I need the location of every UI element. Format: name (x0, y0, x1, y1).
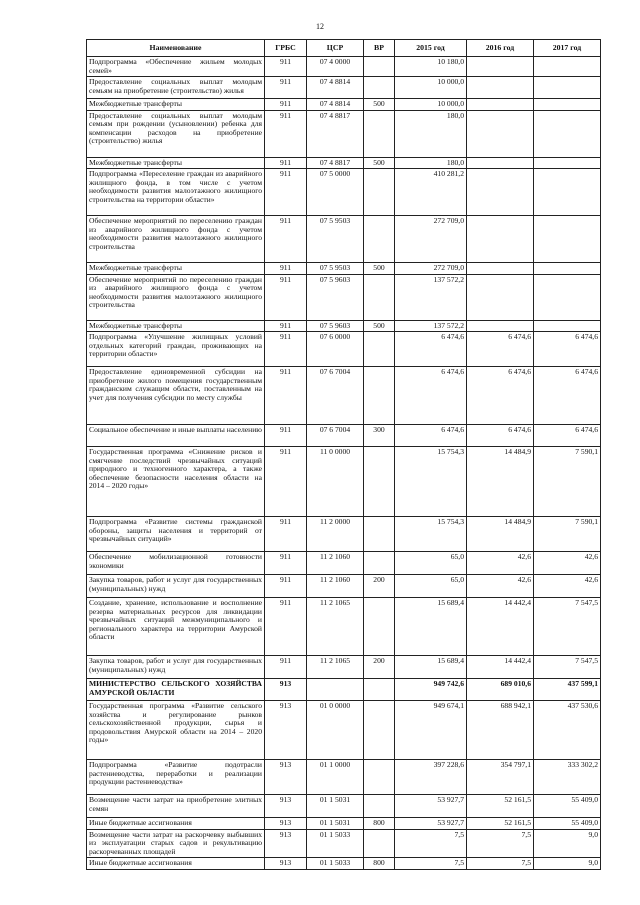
cell-csr: 07 5 9603 (307, 274, 364, 320)
cell-csr: 11 2 0000 (307, 517, 364, 552)
cell-name: Создание, хранение, использование и восполнение резерва материальных ресурсов для ликвидации чрезвычайных ситуаций межмуниципального и регионального характера на территории Амурской области (87, 598, 265, 656)
cell-y2017: 6 474,6 (534, 367, 601, 425)
cell-y2017: 437 530,6 (534, 701, 601, 760)
cell-y2017: 7 590,1 (534, 447, 601, 517)
cell-csr: 07 4 8814 (307, 99, 364, 111)
cell-name: Предоставление социальных выплат молодым семьям на приобретение (строительство) жилья (87, 77, 265, 99)
cell-csr: 07 6 7004 (307, 425, 364, 447)
cell-vr: 500 (364, 99, 395, 111)
table-row (87, 598, 601, 656)
cell-y2017 (534, 320, 601, 332)
table-row (87, 552, 601, 575)
cell-csr: 07 6 7004 (307, 367, 364, 425)
cell-grbs: 911 (265, 332, 307, 367)
cell-y2016: 6 474,6 (467, 332, 534, 367)
cell-vr (364, 679, 395, 701)
cell-y2017: 7 547,5 (534, 656, 601, 679)
table-row (87, 425, 601, 447)
cell-grbs: 911 (265, 169, 307, 216)
cell-name: Закупка товаров, работ и услуг для государственных (муниципальных) нужд (87, 575, 265, 598)
cell-name: Подпрограмма «Развитие системы гражданской обороны, защиты населения и территорий от чрезвычайных ситуаций» (87, 517, 265, 552)
cell-y2015: 15 689,4 (395, 656, 467, 679)
cell-vr: 800 (364, 818, 395, 830)
cell-y2016 (467, 169, 534, 216)
cell-y2016: 14 484,9 (467, 517, 534, 552)
cell-y2015: 6 474,6 (395, 425, 467, 447)
column-header-csr: ЦСР (307, 40, 364, 57)
cell-y2017: 6 474,6 (534, 332, 601, 367)
cell-y2016: 688 942,1 (467, 701, 534, 760)
cell-vr (364, 110, 395, 157)
cell-y2017: 437 599,1 (534, 679, 601, 701)
cell-y2017 (534, 110, 601, 157)
cell-vr (364, 169, 395, 216)
cell-grbs: 913 (265, 760, 307, 795)
cell-vr: 500 (364, 157, 395, 169)
cell-y2015: 272 709,0 (395, 216, 467, 263)
cell-csr: 07 5 9503 (307, 263, 364, 275)
cell-grbs: 911 (265, 367, 307, 425)
cell-name: Межбюджетные трансферты (87, 263, 265, 275)
cell-name: Подпрограмма «Развитие подотрасли растениеводства, переработки и реализации продукции растениеводства» (87, 760, 265, 795)
cell-y2015: 15 689,4 (395, 598, 467, 656)
cell-y2016: 42,6 (467, 552, 534, 575)
cell-grbs: 911 (265, 552, 307, 575)
cell-vr: 500 (364, 320, 395, 332)
cell-csr: 01 1 5033 (307, 829, 364, 858)
cell-y2015: 65,0 (395, 575, 467, 598)
table-row (87, 216, 601, 263)
cell-y2016 (467, 157, 534, 169)
cell-csr: 11 2 1065 (307, 598, 364, 656)
cell-vr (364, 216, 395, 263)
cell-y2017: 7 590,1 (534, 517, 601, 552)
cell-y2017: 333 302,2 (534, 760, 601, 795)
cell-y2015: 10 000,0 (395, 77, 467, 99)
cell-y2016 (467, 110, 534, 157)
cell-name: МИНИСТЕРСТВО СЕЛЬСКОГО ХОЗЯЙСТВА АМУРСКОЙ ОБЛАСТИ (87, 679, 265, 701)
cell-y2017: 55 409,0 (534, 818, 601, 830)
cell-y2015: 7,5 (395, 829, 467, 858)
cell-grbs: 911 (265, 320, 307, 332)
cell-csr: 07 5 9603 (307, 320, 364, 332)
cell-y2015: 15 754,3 (395, 447, 467, 517)
cell-y2015: 137 572,2 (395, 320, 467, 332)
cell-y2017: 6 474,6 (534, 425, 601, 447)
cell-y2016: 7,5 (467, 858, 534, 870)
cell-name: Обеспечение мероприятий по переселению граждан из аварийного жилищного фонда с учетом необходимости развития малоэтажного жилищного строительства (87, 274, 265, 320)
cell-y2017 (534, 274, 601, 320)
cell-grbs: 911 (265, 447, 307, 517)
cell-grbs: 913 (265, 679, 307, 701)
cell-y2017 (534, 77, 601, 99)
cell-vr: 200 (364, 656, 395, 679)
table-body (87, 57, 601, 870)
table-row (87, 760, 601, 795)
cell-name: Предоставление единовременной субсидии на приобретение жилого помещения государственным гражданским служащим области, поставленным на учет для получения субсидии по месту службы (87, 367, 265, 425)
cell-vr (364, 274, 395, 320)
cell-vr (364, 760, 395, 795)
cell-vr: 500 (364, 263, 395, 275)
cell-grbs: 911 (265, 99, 307, 111)
cell-grbs: 911 (265, 77, 307, 99)
budget-table (86, 39, 601, 870)
table-row (87, 656, 601, 679)
cell-csr (307, 679, 364, 701)
cell-y2015: 53 927,7 (395, 795, 467, 818)
cell-vr (364, 447, 395, 517)
cell-y2016: 52 161,5 (467, 818, 534, 830)
cell-y2016: 354 797,1 (467, 760, 534, 795)
cell-y2015: 10 000,0 (395, 99, 467, 111)
cell-y2017 (534, 216, 601, 263)
table-row (87, 701, 601, 760)
table-row (87, 795, 601, 818)
cell-y2016: 14 442,4 (467, 598, 534, 656)
cell-y2016 (467, 57, 534, 77)
cell-vr (364, 829, 395, 858)
table-row (87, 274, 601, 320)
cell-grbs: 913 (265, 858, 307, 870)
column-header-2017: 2017 год (534, 40, 601, 57)
cell-y2017: 42,6 (534, 575, 601, 598)
cell-y2015: 6 474,6 (395, 367, 467, 425)
cell-grbs: 913 (265, 818, 307, 830)
column-header-2016: 2016 год (467, 40, 534, 57)
cell-grbs: 911 (265, 575, 307, 598)
cell-y2017: 55 409,0 (534, 795, 601, 818)
cell-grbs: 913 (265, 829, 307, 858)
table-header-row (87, 40, 601, 57)
cell-name: Возмещение части затрат на раскорчевку выбывших из эксплуатации старых садов и рекультивацию раскорчеванных площадей (87, 829, 265, 858)
cell-name: Подпрограмма «Обеспечение жильем молодых семей» (87, 57, 265, 77)
cell-y2016: 7,5 (467, 829, 534, 858)
table-row (87, 263, 601, 275)
cell-grbs: 911 (265, 517, 307, 552)
cell-grbs: 911 (265, 216, 307, 263)
cell-vr (364, 701, 395, 760)
cell-grbs: 911 (265, 157, 307, 169)
cell-y2015: 7,5 (395, 858, 467, 870)
cell-vr (364, 598, 395, 656)
cell-y2015: 137 572,2 (395, 274, 467, 320)
cell-grbs: 913 (265, 701, 307, 760)
cell-csr: 01 0 0000 (307, 701, 364, 760)
cell-csr: 01 1 5031 (307, 818, 364, 830)
cell-name: Иные бюджетные ассигнования (87, 858, 265, 870)
column-header-name: Наименование (87, 40, 265, 57)
table-row (87, 332, 601, 367)
cell-y2017 (534, 57, 601, 77)
cell-name: Иные бюджетные ассигнования (87, 818, 265, 830)
cell-y2016 (467, 99, 534, 111)
cell-y2017 (534, 157, 601, 169)
table-row (87, 517, 601, 552)
column-header-grbs: ГРБС (265, 40, 307, 57)
cell-csr: 11 2 1060 (307, 552, 364, 575)
cell-grbs: 911 (265, 598, 307, 656)
cell-y2016 (467, 274, 534, 320)
cell-y2015: 397 228,6 (395, 760, 467, 795)
table-row (87, 320, 601, 332)
cell-vr: 200 (364, 575, 395, 598)
column-header-2015: 2015 год (395, 40, 467, 57)
cell-vr (364, 517, 395, 552)
cell-y2016: 14 442,4 (467, 656, 534, 679)
cell-vr (364, 332, 395, 367)
cell-csr: 01 1 0000 (307, 760, 364, 795)
page-number: 12 (316, 22, 324, 31)
cell-grbs: 913 (265, 795, 307, 818)
cell-vr (364, 57, 395, 77)
cell-csr: 11 0 0000 (307, 447, 364, 517)
cell-name: Обеспечение мероприятий по переселению граждан из аварийного жилищного фонда с учетом необходимости развития малоэтажного жилищного строительства (87, 216, 265, 263)
cell-name: Государственная программа «Развитие сельского хозяйства и регулирование рынков сельскохозяйственной продукции, сырья и продовольствия Амурской области на 2014 – 2020 годы» (87, 701, 265, 760)
column-header-vr: ВР (364, 40, 395, 57)
cell-y2016: 6 474,6 (467, 425, 534, 447)
cell-y2017 (534, 169, 601, 216)
cell-name: Подпрограмма «Переселение граждан из аварийного жилищного фонда, в том числе с учетом необходимости развития малоэтажного жилищного строительства на территории области» (87, 169, 265, 216)
table-row (87, 77, 601, 99)
cell-grbs: 911 (265, 57, 307, 77)
cell-y2016: 14 484,9 (467, 447, 534, 517)
table-row (87, 679, 601, 701)
cell-csr: 07 4 8814 (307, 77, 364, 99)
table-row (87, 157, 601, 169)
cell-vr (364, 367, 395, 425)
cell-y2015: 6 474,6 (395, 332, 467, 367)
cell-vr: 800 (364, 858, 395, 870)
cell-name: Предоставление социальных выплат молодым семьям при рождении (усыновлении) ребенка для компенсации расходов на приобретение (строительство) жилья (87, 110, 265, 157)
cell-csr: 01 1 5031 (307, 795, 364, 818)
cell-csr: 07 4 8817 (307, 157, 364, 169)
cell-y2015: 10 180,0 (395, 57, 467, 77)
cell-name: Межбюджетные трансферты (87, 320, 265, 332)
cell-y2017 (534, 99, 601, 111)
cell-grbs: 911 (265, 425, 307, 447)
table-row (87, 575, 601, 598)
cell-name: Социальное обеспечение и иные выплаты населению (87, 425, 265, 447)
cell-y2015: 410 281,2 (395, 169, 467, 216)
cell-y2015: 949 742,6 (395, 679, 467, 701)
table-row (87, 447, 601, 517)
table-row (87, 858, 601, 870)
cell-name: Межбюджетные трансферты (87, 99, 265, 111)
cell-y2016 (467, 263, 534, 275)
cell-csr: 11 2 1060 (307, 575, 364, 598)
cell-y2015: 65,0 (395, 552, 467, 575)
cell-csr: 11 2 1065 (307, 656, 364, 679)
cell-y2016: 42,6 (467, 575, 534, 598)
cell-csr: 07 4 0000 (307, 57, 364, 77)
cell-y2016: 52 161,5 (467, 795, 534, 818)
cell-y2015: 53 927,7 (395, 818, 467, 830)
cell-y2016 (467, 216, 534, 263)
cell-y2016 (467, 320, 534, 332)
table-row (87, 367, 601, 425)
table-row (87, 169, 601, 216)
cell-vr (364, 77, 395, 99)
table-row (87, 99, 601, 111)
cell-vr (364, 795, 395, 818)
cell-y2016: 689 010,6 (467, 679, 534, 701)
cell-y2015: 180,0 (395, 157, 467, 169)
table-row (87, 829, 601, 858)
cell-grbs: 911 (265, 656, 307, 679)
cell-y2017: 9,0 (534, 829, 601, 858)
cell-csr: 07 4 8817 (307, 110, 364, 157)
table-row (87, 818, 601, 830)
cell-csr: 07 5 0000 (307, 169, 364, 216)
cell-grbs: 911 (265, 274, 307, 320)
cell-grbs: 911 (265, 263, 307, 275)
cell-y2015: 180,0 (395, 110, 467, 157)
cell-y2017: 7 547,5 (534, 598, 601, 656)
cell-csr: 07 5 9503 (307, 216, 364, 263)
cell-name: Государственная программа «Снижение рисков и смягчение последствий чрезвычайных ситуаций природного и техногенного характера, а также обеспечение безопасности населения области на 2014 – 2020 годы» (87, 447, 265, 517)
cell-y2015: 949 674,1 (395, 701, 467, 760)
cell-name: Обеспечение мобилизационной готовности экономики (87, 552, 265, 575)
cell-y2017: 42,6 (534, 552, 601, 575)
cell-grbs: 911 (265, 110, 307, 157)
cell-y2015: 15 754,3 (395, 517, 467, 552)
cell-name: Возмещение части затрат на приобретение элитных семян (87, 795, 265, 818)
table-row (87, 57, 601, 77)
cell-name: Закупка товаров, работ и услуг для государственных (муниципальных) нужд (87, 656, 265, 679)
cell-csr: 07 6 0000 (307, 332, 364, 367)
cell-name: Межбюджетные трансферты (87, 157, 265, 169)
cell-csr: 01 1 5033 (307, 858, 364, 870)
cell-y2015: 272 709,0 (395, 263, 467, 275)
table-row (87, 110, 601, 157)
cell-vr: 300 (364, 425, 395, 447)
cell-y2016 (467, 77, 534, 99)
cell-y2017: 9,0 (534, 858, 601, 870)
cell-vr (364, 552, 395, 575)
cell-name: Подпрограмма «Улучшение жилищных условий отдельных категорий граждан, проживающих на территории области» (87, 332, 265, 367)
cell-y2017 (534, 263, 601, 275)
cell-y2016: 6 474,6 (467, 367, 534, 425)
